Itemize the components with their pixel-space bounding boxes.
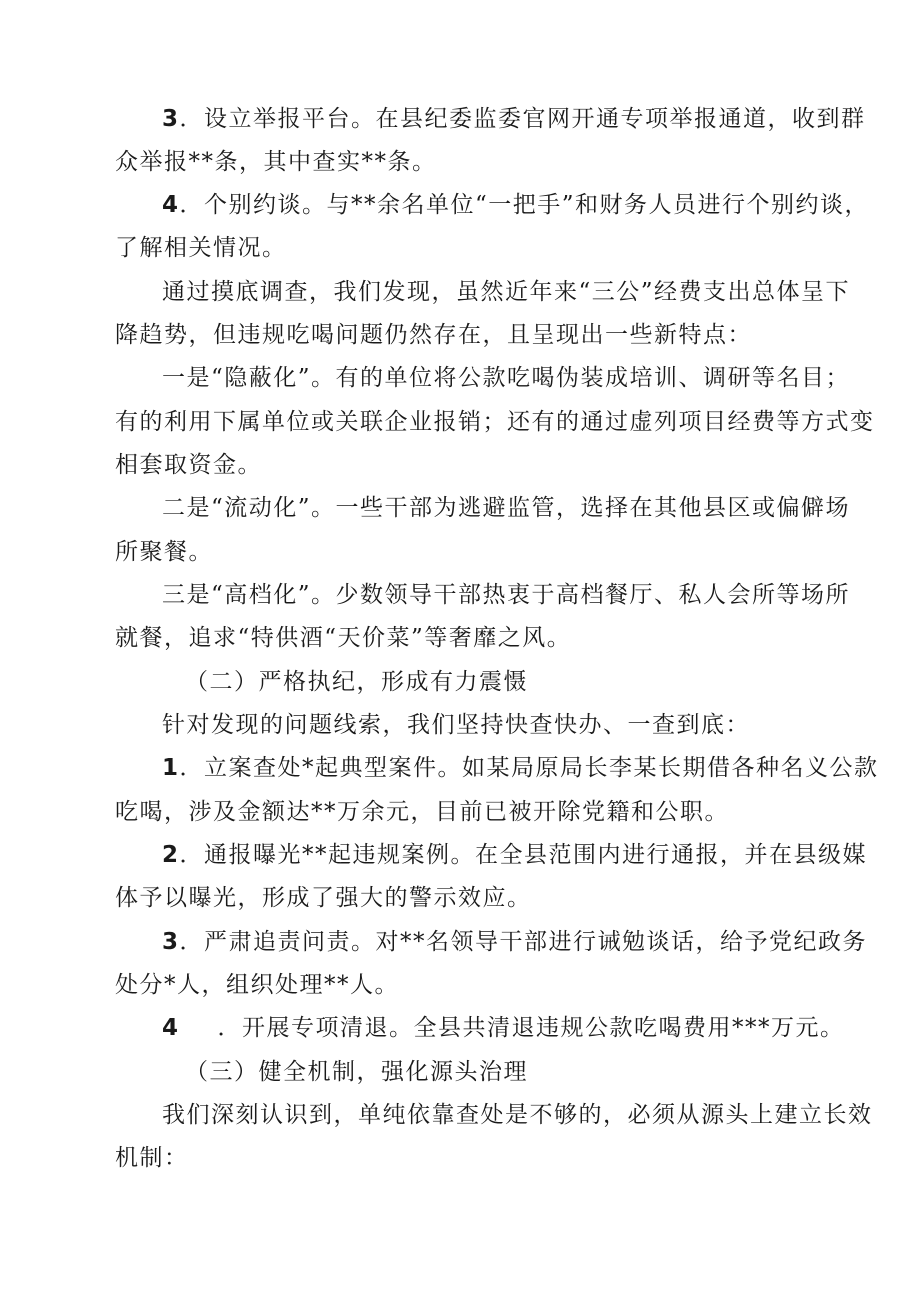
- item-4-line-1: [162, 190, 870, 220]
- item-3-line-2: 众举报**条，其中查实**条。: [115, 149, 437, 175]
- section-3-line-2: 机制：: [115, 1145, 189, 1171]
- item-text: ．通报曝光**起违规案例。在全县范围内进行通报，并在县级媒: [179, 842, 868, 868]
- feature-1-line-3: 相套取资金。: [115, 452, 262, 478]
- feature-2-line-1: 二是“流动化”。一些干部为逃避监管，选择在其他县区或偏僻场: [162, 495, 851, 521]
- item-text: ．设立举报平台。在县纪委监委官网开通专项举报通道，收到群: [179, 106, 866, 132]
- section-2-intro: 针对发现的问题线索，我们坚持快查快办、一查到底：: [162, 712, 750, 738]
- feature-2-line-2: 所聚餐。: [115, 539, 213, 565]
- item-number: 4: [162, 192, 180, 218]
- case-4-line: [162, 1013, 845, 1043]
- item-text: ．开展专项清退。全县共清退违规公款吃喝费用***万元。: [217, 1015, 845, 1041]
- case-3-line-1: [162, 927, 868, 957]
- feature-3-line-2: 就餐，追求“特供酒“天价菜”等奢靡之风。: [115, 625, 572, 651]
- survey-line-1: 通过摸底调查，我们发现，虽然近年来“三公”经费支出总体呈下: [162, 279, 851, 305]
- case-1-line-2: 吃喝，涉及金额达**万余元，目前已被开除党籍和公职。: [115, 799, 729, 825]
- item-text: ．立案查处*起典型案件。如某局原局长李某长期借各种名义公款: [179, 755, 879, 781]
- item-text: ．严肃追责问责。对**名领导干部进行诫勉谈话，给予党纪政务: [179, 929, 868, 955]
- case-2-line-2: 体予以曝光，形成了强大的警示效应。: [115, 885, 532, 911]
- section-3-line-1: 我们深刻认识到，单纯依靠查处是不够的，必须从源头上建立长效: [162, 1102, 873, 1128]
- feature-1-line-2: 有的利用下属单位或关联企业报销；还有的通过虚列项目经费等方式变: [115, 409, 875, 435]
- section-3-heading: （三）健全机制，强化源头治理: [185, 1059, 528, 1085]
- item-number: 4: [162, 1015, 180, 1041]
- item-number: 3: [162, 929, 180, 955]
- item-3-line-1: [162, 104, 866, 134]
- feature-3-line-1: 三是“高档化”。少数领导干部热衷于高档餐厅、私人会所等场所: [162, 582, 851, 608]
- case-1-line-1: [162, 753, 879, 783]
- section-2-heading: （二）严格执纪，形成有力震慑: [185, 669, 528, 695]
- item-number: 1: [162, 755, 180, 781]
- item-number: 2: [162, 842, 180, 868]
- feature-1-line-1: 一是“隐蔽化”。有的单位将公款吃喝伪装成培训、调研等名目；: [162, 365, 851, 391]
- item-text: ．个别约谈。与**余名单位“一把手”和财务人员进行个别约谈，: [179, 192, 870, 218]
- item-4-line-2: 了解相关情况。: [115, 235, 287, 261]
- case-3-line-2: 处分*人，组织处理**人。: [115, 972, 399, 998]
- case-2-line-1: [162, 840, 868, 870]
- item-number: 3: [162, 106, 180, 132]
- survey-line-2: 降趋势，但违规吃喝问题仍然存在，且呈现出一些新特点：: [115, 322, 752, 348]
